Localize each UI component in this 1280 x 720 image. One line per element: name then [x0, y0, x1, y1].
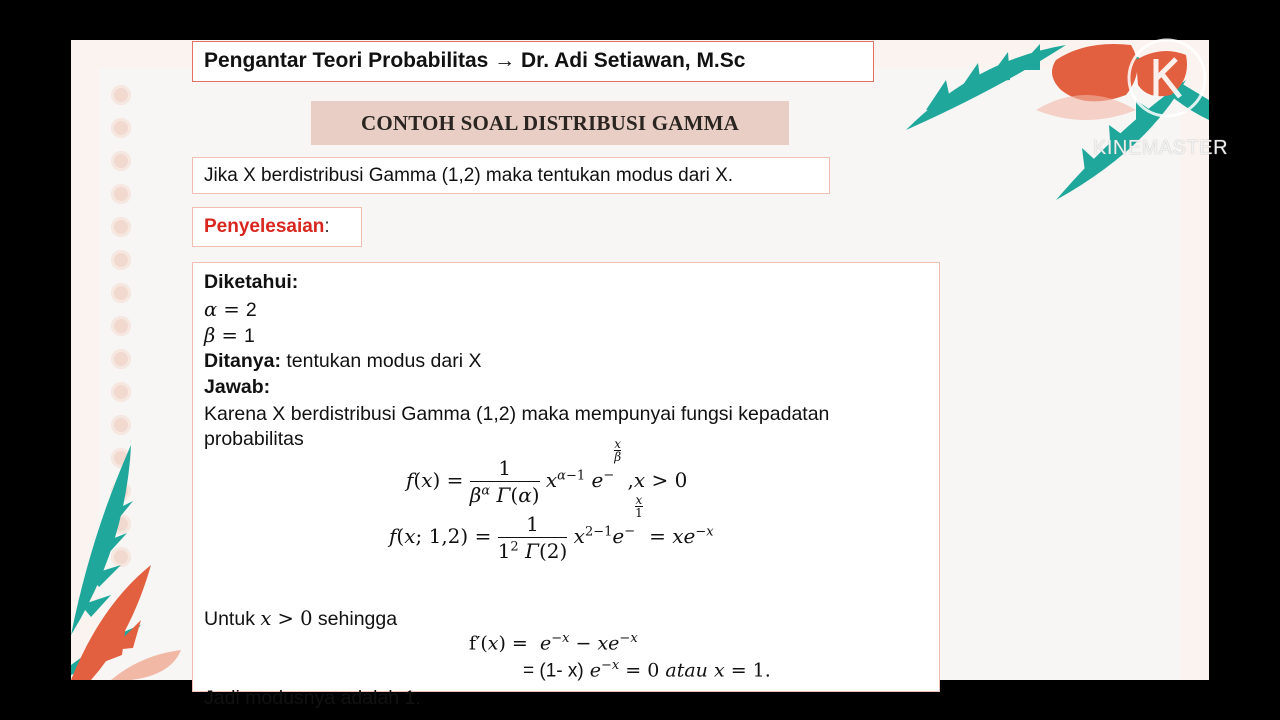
- binder-ring: [111, 184, 131, 204]
- since-line: Untuk x > 0 sehingga: [204, 607, 398, 630]
- kinemaster-logo-icon: [1126, 37, 1208, 119]
- binder-ring: [111, 118, 131, 138]
- formula-fraction: $\frac{1}{\beta^\alpha \Gamma(\alpha)}$: [469, 456, 540, 507]
- binder-ring: [111, 382, 131, 402]
- binder-ring: [111, 250, 131, 270]
- kinemaster-watermark: KINEMASTER: [1093, 137, 1229, 159]
- binder-ring: [111, 349, 131, 369]
- known-label: Diketahui:: [204, 271, 299, 293]
- body-line-2: probabilitas: [204, 428, 304, 450]
- asked-text: tentukan modus dari X: [280, 350, 482, 372]
- answer-panel: [192, 262, 940, 709]
- since-text: Untuk: [204, 608, 261, 630]
- formula-gamma-pdf-substituted: f(x; 1,2) = $\frac{1}{1^2 \Gamma(2)}$ $x^{2-1}e^{- \frac{x}{1}} = xe^{-x}$: [389, 493, 714, 563]
- palm-leaves-bottom-left: [71, 435, 191, 680]
- since-text-2: sehingga: [312, 608, 398, 630]
- binder-ring: [111, 283, 131, 303]
- derivative-line-1: $f'(x) = e^{-x} - xe^{-x}$: [469, 631, 638, 655]
- solution-label-colon: :: [324, 216, 330, 237]
- answer-label: Jawab:: [204, 376, 271, 398]
- binder-ring: [111, 415, 131, 435]
- conclusion: Jadi modusnya adalah 1.: [204, 687, 421, 709]
- slide-header: Pengantar Teori Probabilitas → Dr. Adi Setiawan, M.Sc: [192, 41, 874, 82]
- problem-statement: Jika X berdistribusi Gamma (1,2) maka tentukan modus dari X.: [192, 157, 830, 194]
- body-line-1: Karena X berdistribusi Gamma (1,2) maka mempunyai fungsi kepadatan: [204, 403, 830, 425]
- binder-ring: [111, 316, 131, 336]
- solution-label-text: Penyelesaian: [204, 216, 325, 237]
- solution-label: [192, 207, 362, 247]
- formula-fraction: $\frac{1}{1^2 \Gamma(2)}$: [497, 512, 568, 563]
- binder-ring: [111, 151, 131, 171]
- binder-ring: [111, 217, 131, 237]
- asked-line: [204, 350, 481, 373]
- formula-gamma-pdf: f(x) = $\frac{1}{\beta^\alpha \Gamma(\alpha)}$ $x^{\alpha-1}$ $e^{- \frac{x}{\beta}}$ ,x > 0: [406, 437, 688, 507]
- derivative-line-2: = (1- x) $e^{-x} = 0$ atau x = 1.: [523, 658, 771, 682]
- alpha-line: α = 2: [204, 298, 257, 321]
- beta-line: β = 1: [204, 324, 255, 347]
- slide-title: CONTOH SOAL DISTRIBUSI GAMMA: [311, 101, 789, 145]
- binder-ring: [111, 85, 131, 105]
- asked-label: Ditanya:: [204, 350, 281, 372]
- slide: [71, 40, 1229, 709]
